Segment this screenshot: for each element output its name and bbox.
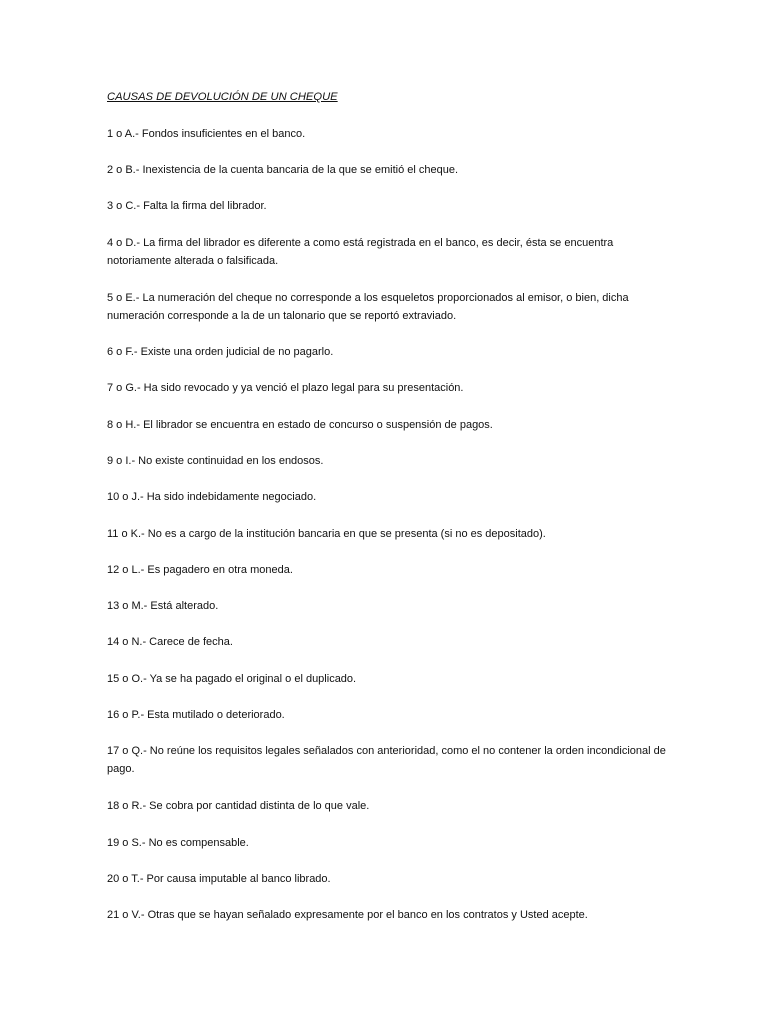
list-item: 20 o T.- Por causa imputable al banco librado. — [107, 873, 331, 885]
list-item: 1 o A.- Fondos insuficientes en el banco. — [107, 128, 306, 140]
list-item: 4 o D.- La firma del librador es diferente a como está registrada en el banco, es decir, ésta se encuentra notoriamente alterada o falsificada. — [107, 237, 614, 267]
list-item: 11 o K.- No es a cargo de la institución bancaria en que se presenta (si no es depositado). — [107, 528, 546, 540]
list-item: 15 o O.- Ya se ha pagado el original o el duplicado. — [107, 673, 357, 685]
list-item: 8 o H.- El librador se encuentra en estado de concurso o suspensión de pagos. — [107, 419, 493, 431]
list-item: 12 o L.- Es pagadero en otra moneda. — [107, 564, 293, 576]
list-item: 16 o P.- Esta mutilado o deteriorado. — [107, 709, 285, 721]
list-item: 9 o I.- No existe continuidad en los endosos. — [107, 455, 324, 467]
list-item: 5 o E.- La numeración del cheque no corresponde a los esqueletos proporcionados al emisor, o bien, dicha numeración corresponde a la de un talonario que se reportó extraviado. — [107, 292, 629, 322]
list-item: 21 o V.- Otras que se hayan señalado expresamente por el banco en los contratos y Usted acepte. — [107, 909, 588, 921]
list-item: 2 o B.- Inexistencia de la cuenta bancaria de la que se emitió el cheque. — [107, 164, 459, 176]
list-item: 14 o N.- Carece de fecha. — [107, 636, 233, 648]
list-item: 18 o R.- Se cobra por cantidad distinta de lo que vale. — [107, 800, 370, 812]
list-item: 3 o C.- Falta la firma del librador. — [107, 200, 267, 212]
list-item: 10 o J.- Ha sido indebidamente negociado. — [107, 491, 317, 503]
list-item: 6 o F.- Existe una orden judicial de no pagarlo. — [107, 346, 334, 358]
list-item: 17 o Q.- No reúne los requisitos legales señalados con anterioridad, como el no contener la orden incondicional de pago. — [107, 745, 666, 775]
list-item: 7 o G.- Ha sido revocado y ya venció el plazo legal para su presentación. — [107, 382, 464, 394]
document-title: CAUSAS DE DEVOLUCIÓN DE UN CHEQUE — [107, 91, 338, 103]
list-item: 13 o M.- Está alterado. — [107, 600, 219, 612]
list-item: 19 o S.- No es compensable. — [107, 837, 249, 849]
